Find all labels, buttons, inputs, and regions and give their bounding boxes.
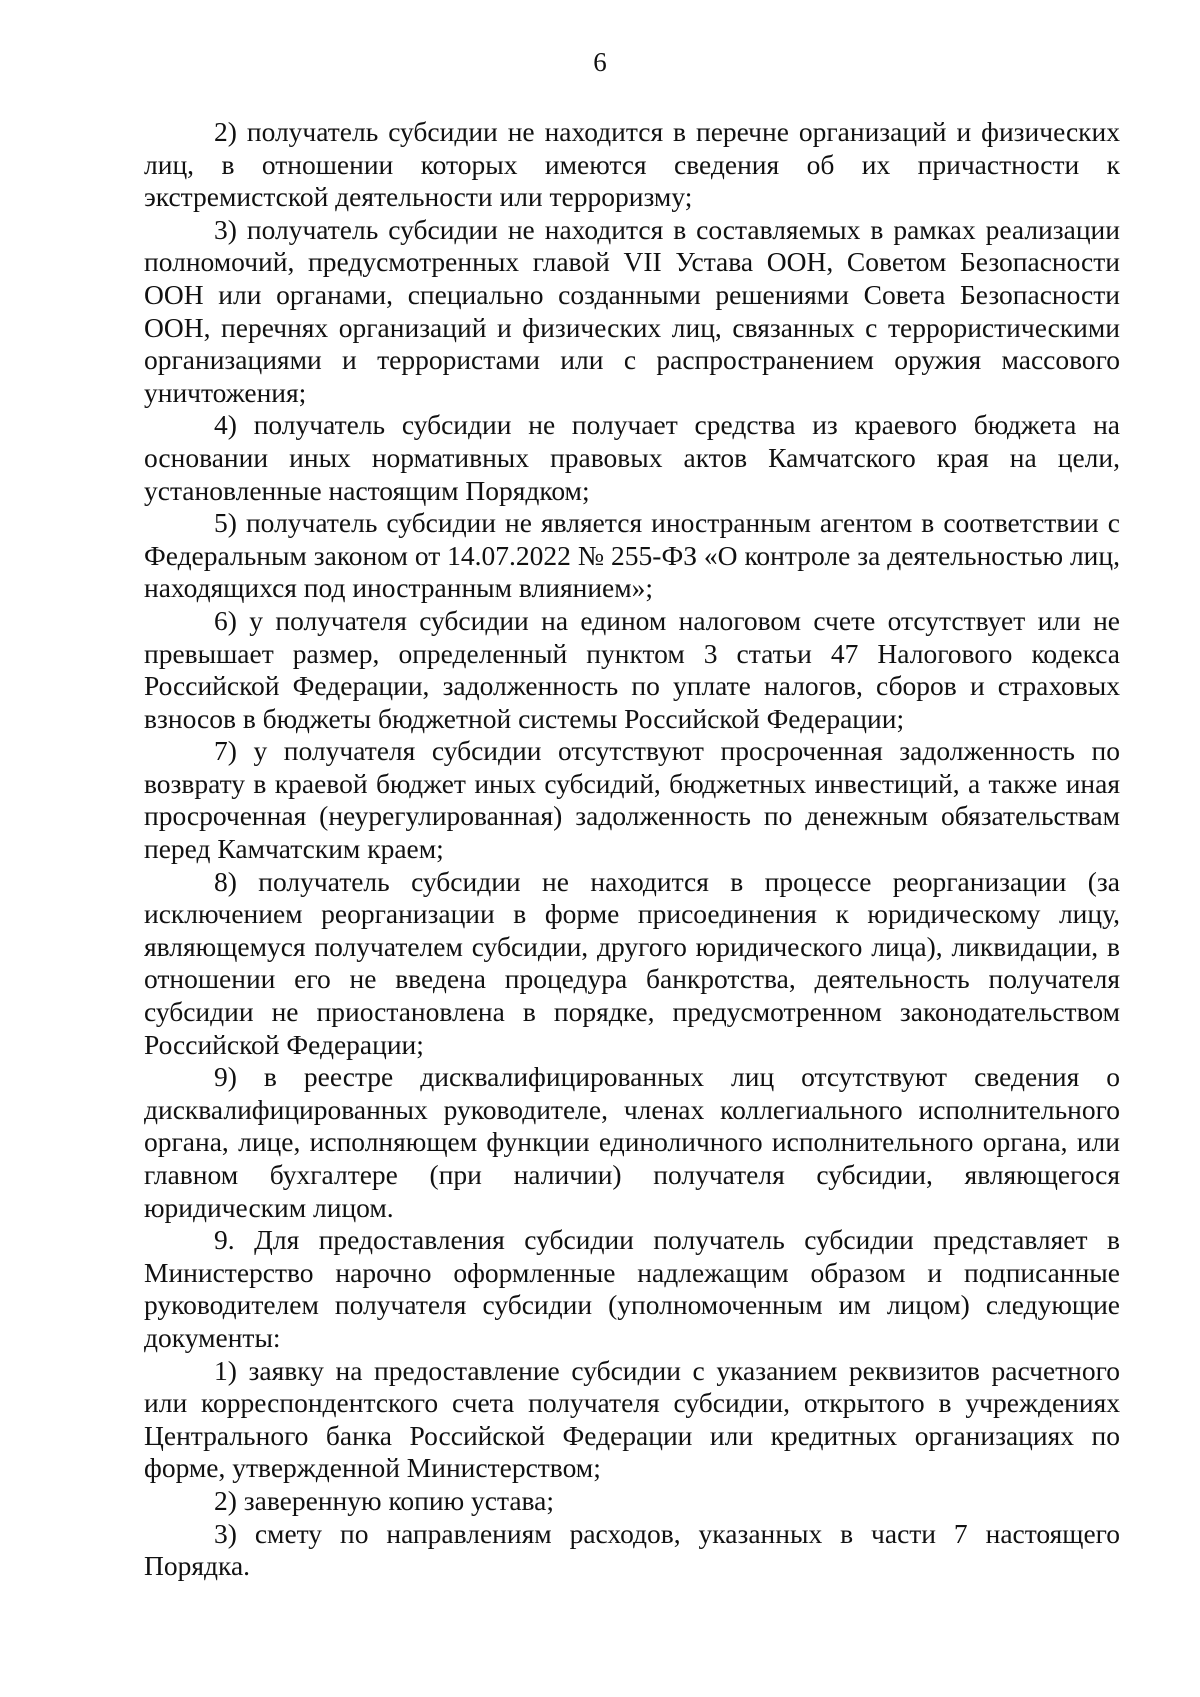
paragraph-item-3: 3) получатель субсидии не находится в составляемых в рамках реализации полномочий, предусмотренных главой VII Устава ООН, Советом Безопасности ООН или органами, специально созданными решениями Совета Безопасности ООН, перечнях организаций и физических лиц, связанных с террористическими организациями и террористами или с распространением оружия массового уничтожения;	[144, 213, 1120, 408]
paragraph-item-6: 6) у получателя субсидии на едином налоговом счете отсутствует или не превышает размер, определенный пунктом 3 статьи 47 Налогового кодекса Российской Федерации, задолженность по уплате налогов, сборов и страховых взносов в бюджеты бюджетной системы Российской Федерации;	[144, 604, 1120, 734]
paragraph-item-8: 8) получатель субсидии не находится в процессе реорганизации (за исключением реорганизации в форме присоединения к юридическому лицу, являющемуся получателем субсидии, другого юридического лица), ликвидации, в отношении его не введена процедура банкротства, деятельность получателя субсидии не приостановлена в порядке, предусмотренном законодательством Российской Федерации;	[144, 865, 1120, 1060]
paragraph-item-2: 2) получатель субсидии не находится в перечне организаций и физических лиц, в отношении которых имеются сведения об их причастности к экстремистской деятельности или терроризму;	[144, 116, 1120, 213]
document-item-2: 2) заверенную копию устава;	[214, 1484, 554, 1516]
paragraph-item-5: 5) получатель субсидии не является иностранным агентом в соответствии с Федеральным законом от 14.07.2022 № 255-ФЗ «О контроле за деятельностью лиц, находящихся под иностранным влиянием»;	[144, 507, 1120, 604]
paragraph-item-9: 9) в реестре дисквалифицированных лиц отсутствуют сведения о дисквалифицированных руководителе, членах коллегиального исполнительного органа, лице, исполняющем функции единоличного исполнительного органа, или главном бухгалтере (при наличии) получателя субсидии, являющегося юридическим лицом.	[144, 1061, 1120, 1223]
page-number: 6	[593, 47, 607, 77]
paragraph-item-7: 7) у получателя субсидии отсутствуют просроченная задолженность по возврату в краевой бюджет иных субсидий, бюджетных инвестиций, а также иная просроченная (неурегулированная) задолженность по денежным обязательствам перед Камчатским краем;	[144, 735, 1120, 865]
paragraph-item-4: 4) получатель субсидии не получает средства из краевого бюджета на основании иных нормативных правовых актов Камчатского края на цели, установленные настоящим Порядком;	[144, 409, 1120, 506]
document-body	[144, 116, 1120, 1583]
section-9-paragraph: 9. Для предоставления субсидии получатель субсидии представляет в Министерство нарочно оформленные надлежащим образом и подписанные руководителем получателя субсидии (уполномоченным им лицом) следующие документы:	[144, 1224, 1120, 1353]
document-item-3: 3) смету по направлениям расходов, указанных в части 7 настоящего Порядка.	[144, 1517, 1120, 1582]
document-item-1: 1) заявку на предоставление субсидии с указанием реквизитов расчетного или корреспондентского счета получателя субсидии, открытого в учреждениях Центрального банка Российской Федерации или кредитных организациях по форме, утвержденной Министерством;	[144, 1354, 1120, 1484]
